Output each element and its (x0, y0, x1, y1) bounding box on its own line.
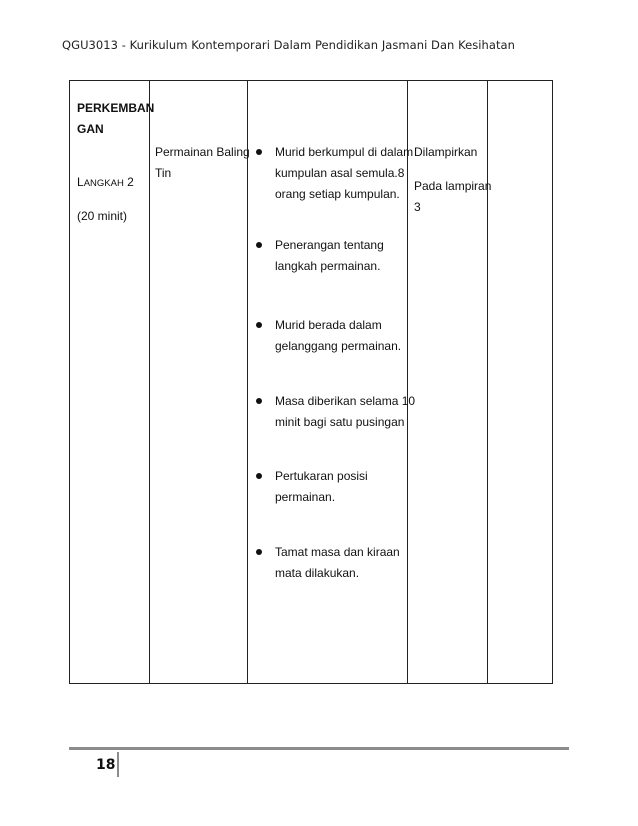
col-divider-1 (149, 80, 150, 684)
step-label-rest: ANGKAH (83, 178, 124, 189)
activity-1-line2: kumpulan asal semula.8 (275, 166, 405, 180)
activity-2-line1: Penerangan tentang (275, 238, 384, 252)
activity-1-line1: Murid berkumpul di dalam (275, 145, 414, 159)
page-header: QGU3013 - Kurikulum Kontemporari Dalam Pendidikan Jasmani Dan Kesihatan (62, 38, 515, 52)
activity-item-6 (256, 542, 425, 584)
step-label-cap: L (77, 175, 84, 189)
stage-label-line2: GAN (77, 122, 104, 136)
activity-item-1 (256, 142, 425, 205)
activity-3-line2: gelanggang permainan. (275, 339, 402, 353)
activity-5-line2: permainan. (275, 490, 336, 504)
page-number: 18 (96, 757, 116, 773)
bullet-icon (256, 149, 262, 155)
stage-label-line1: PERKEMBAN (77, 101, 155, 115)
activity-6-line2: mata dilakukan. (275, 566, 360, 580)
activity-6-line1: Tamat masa dan kiraan (275, 545, 400, 559)
activity-item-2 (256, 235, 425, 277)
activity-item-4 (256, 391, 425, 433)
activity-4-line1: Masa diberikan selama 10 (275, 394, 416, 408)
bullet-icon (256, 549, 262, 555)
note-attached: Dilampirkan (414, 145, 478, 159)
content-title-line2: Tin (155, 166, 172, 180)
activity-3-line1: Murid berada dalam (275, 318, 382, 332)
step-label (77, 172, 134, 194)
content-title-line1: Permainan Baling (155, 145, 250, 159)
content-title (155, 142, 250, 184)
bullet-icon (256, 473, 262, 479)
lesson-table (69, 80, 553, 684)
note-appendix (414, 176, 491, 218)
note-appendix-line1: Pada lampiran (414, 179, 492, 193)
bullet-icon (256, 242, 262, 248)
step-label-num: 2 (123, 175, 134, 189)
note-appendix-line2: 3 (414, 200, 421, 214)
bullet-icon (256, 398, 262, 404)
activity-2-line2: langkah permainan. (275, 259, 381, 273)
footer-rule (69, 747, 569, 750)
bullet-icon (256, 322, 262, 328)
stage-label (77, 98, 154, 140)
duration-label: (20 minit) (77, 209, 128, 223)
activity-5-line1: Pertukaran posisi (275, 469, 368, 483)
activity-item-3 (256, 315, 425, 357)
page-number-divider (117, 752, 119, 777)
activity-1-line3: orang setiap kumpulan. (275, 187, 400, 201)
col-divider-4 (487, 80, 488, 684)
activity-item-5 (256, 466, 425, 508)
activity-4-line2: minit bagi satu pusingan (275, 415, 405, 429)
